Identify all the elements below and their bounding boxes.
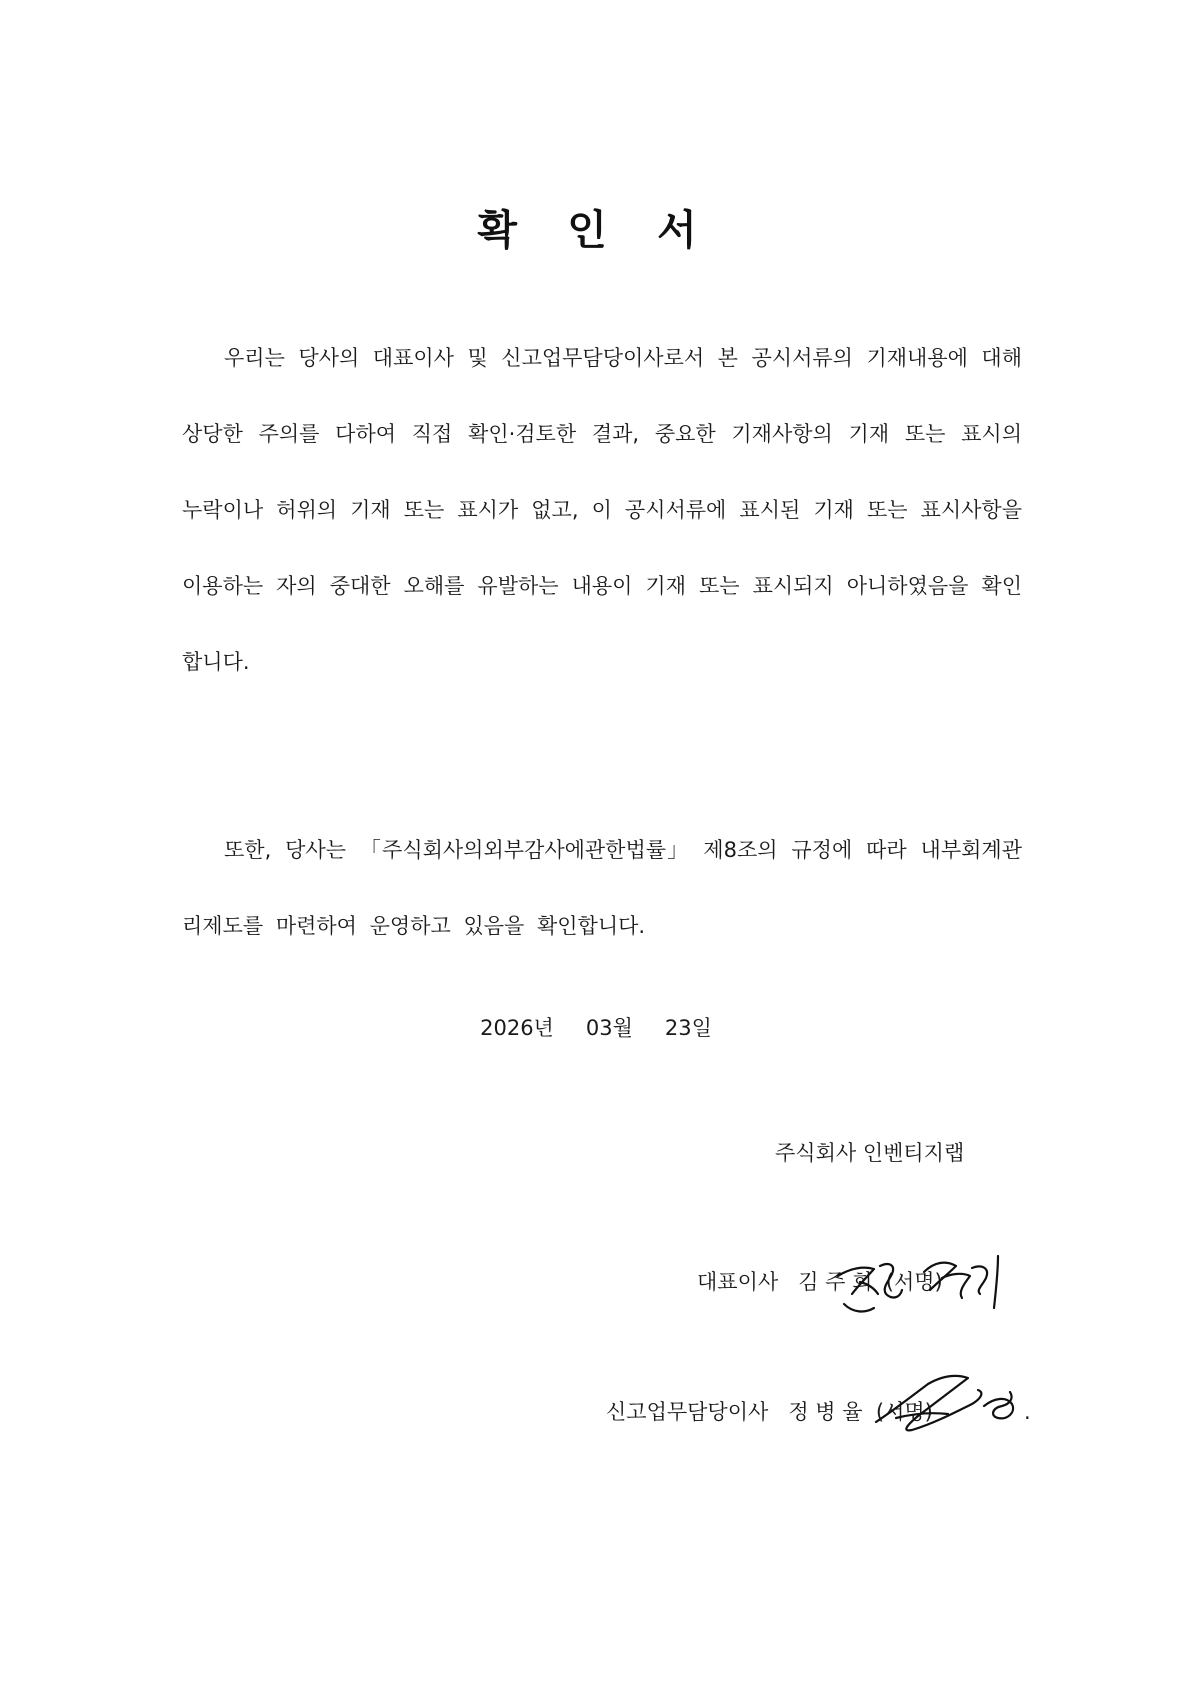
director-name: 정 병 율 <box>788 1400 863 1424</box>
ceo-signature-line <box>697 1262 943 1302</box>
director-sign-label: (서명) <box>875 1400 933 1424</box>
ceo-role: 대표이사 <box>697 1270 779 1294</box>
company-name: 주식회사 인벤티지랩 <box>775 1141 965 1165</box>
document-date <box>0 1008 1192 1048</box>
trailing-period: . <box>1024 1400 1031 1424</box>
director-role: 신고업무담당이사 <box>606 1400 769 1424</box>
confirmation-paragraph: 우리는 당사의 대표이사 및 신고업무담당이사로서 본 공시서류의 기재내용에 대해 상당한 주의를 다하여 직접 확인·검토한 결과, 중요한 기재사항의 기재 또는 표시의 누락이나 허위의 기재 또는 표시가 없고, 이 공시서류에 표시된 기재 또는 표시사항을 이용하는 자의 중대한 오해를 유발하는 내용이 기재 또는 표시되지 아니하였음을 확인합니다. <box>182 346 1022 674</box>
disclosure-director-signature-line <box>606 1392 933 1432</box>
ceo-sign-label: (서명) <box>885 1270 943 1294</box>
date-year: 2026년 <box>480 1016 554 1040</box>
internal-control-paragraph: 또한, 당사는 「주식회사의외부감사에관한법률」 제8조의 규정에 따라 내부회계관리제도를 마련하여 운영하고 있음을 확인합니다. <box>182 838 1022 938</box>
ceo-name: 김 주 희 <box>798 1270 873 1294</box>
document-title: 확 인 서 <box>477 206 715 254</box>
date-month: 03월 <box>585 1016 633 1040</box>
date-day: 23일 <box>664 1016 712 1040</box>
